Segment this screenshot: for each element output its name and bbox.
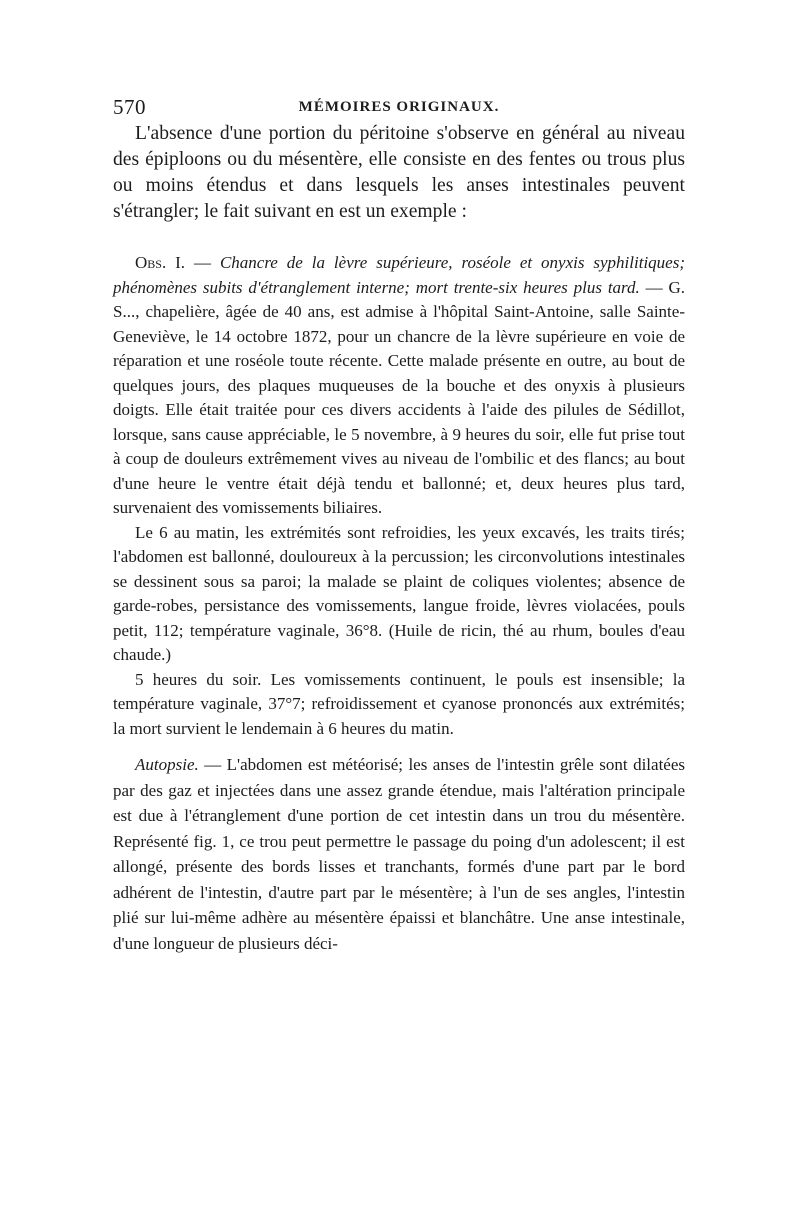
running-title: MÉMOIRES ORIGINAUX. (298, 99, 500, 115)
document-page (113, 95, 685, 956)
running-head (113, 95, 685, 119)
observation-history: — G. S..., chapelière, âgée de 40 ans, est admise à l'hôpital Saint-Antoine, salle Sainte-Geneviève, le 14 octobre 1872, pour un chancre de la lèvre supérieure en voie de réparation et une roséole toute récente. Cette malade présente en outre, au bout de quelques jours, des plaques muqueuses de la bouche et des onyxis à plusieurs doigts. Elle était traitée pour ces divers accidents à l'aide des pilules de Sédillot, lorsque, sans cause appréciable, le 5 novembre, à 9 heures du soir, elle fut prise tout à coup de douleurs extrêmement vives au niveau de l'ombilic et des flancs; au bout d'une heure le ventre était déjà tendu et ballonné; et, deux heures plus tard, survenaient des vomissements biliaires. (113, 277, 685, 517)
observation-dash: — (185, 253, 220, 272)
autopsy-text: — L'abdomen est météorisé; les anses de l'intestin grêle sont dilatées par des gaz et injectées dans une assez grande étendue, mais l'altération principale est due à l'étranglement d'une portion de cet intestin dans un trou du mésentère. Représenté fig. 1, ce trou peut permettre le passage du poing d'un adolescent; il est allongé, présente des bords lisses et tranchants, formés d'une part par le bord adhérent de l'intestin, d'autre part par le mésentère; à l'un de ses angles, l'intestin plié sur lui-même adhère au mésentère épaissi et blanchâtre. Une anse intestinale, d'une longueur de plusieurs déci- (113, 755, 685, 953)
intro-paragraph: L'absence d'une portion du péritoine s'observe en général au niveau des épiploons ou du mésentère, elle consiste en des fentes ou trous plus ou moins étendus et dans lesquels les anses intestinales peuvent s'étrangler; le fait suivant en est un exemple : (113, 123, 685, 222)
observation-evening-paragraph: 5 heures du soir. Les vomissements continuent, le pouls est insensible; la température vaginale, 37°7; refroidissement et cyanose prononcés aux extrémités; la mort survient le lendemain à 6 heures du matin. (113, 669, 685, 738)
observation-title: Chancre de la lèvre supérieure, roséole et onyxis syphilitiques; phénomènes subits d'étranglement interne; mort trente-six heures plus tard. (113, 253, 685, 297)
observation-day6-paragraph: Le 6 au matin, les extrémités sont refroidies, les yeux excavés, les traits tirés; l'abdomen est ballonné, douloureux à la percussion; les circonvolutions intestinales se dessinent sous sa paroi; la malade se plaint de coliques violentes; absence de garde-robes, persistance des vomissements, langue froide, lèvres violacées, pouls petit, 112; température vaginale, 36°8. (Huile de ricin, thé au rhum, boules d'eau chaude.) (113, 522, 685, 664)
autopsy-paragraph (113, 752, 685, 956)
observation-label: Obs. I. (135, 253, 186, 272)
page-number: 570 (113, 95, 146, 119)
observation-block (113, 251, 685, 741)
autopsy-label: Autopsie. (135, 755, 199, 774)
observation-history-paragraph (113, 251, 685, 521)
